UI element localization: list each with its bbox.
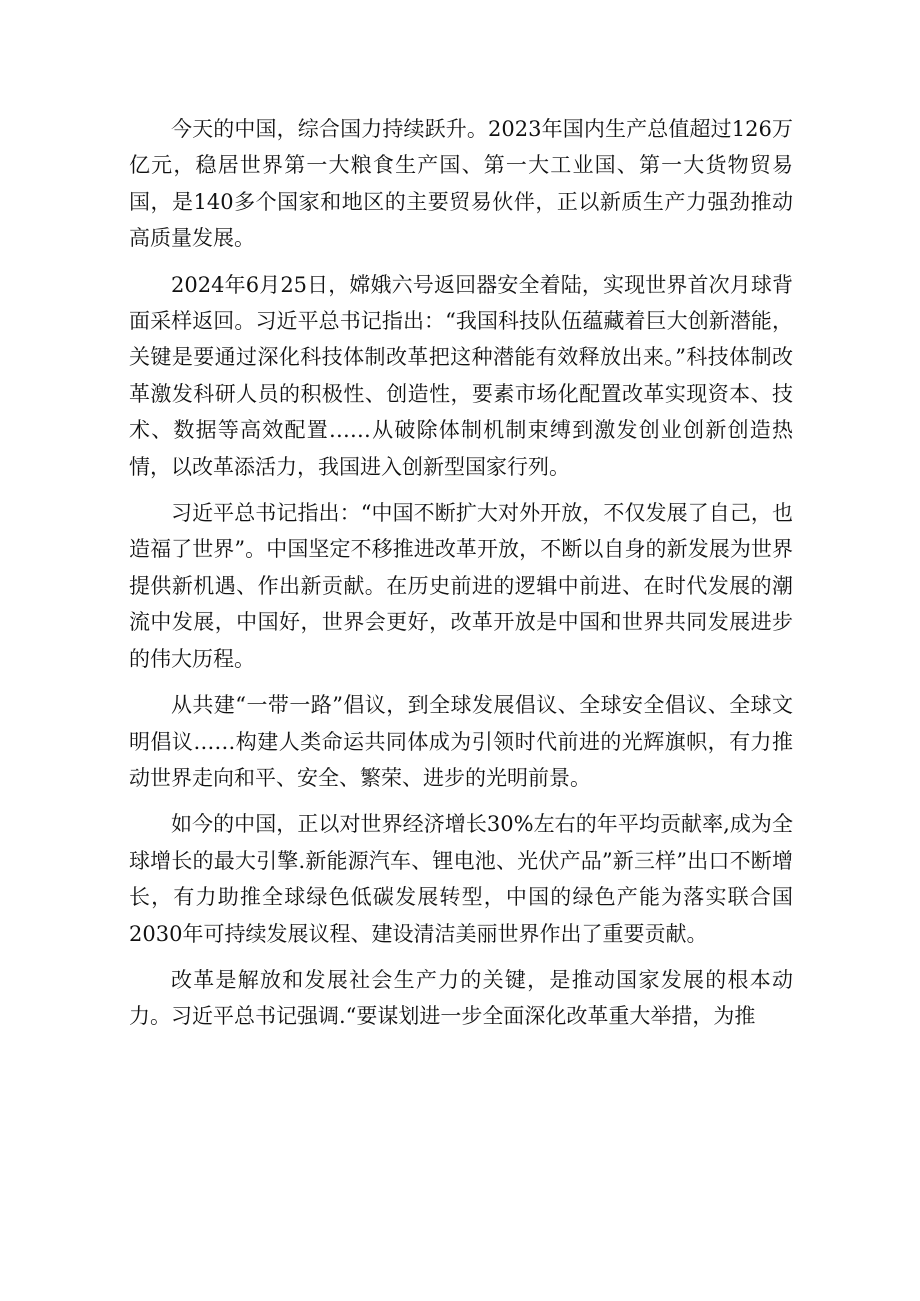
paragraph-belt-and-road: 从共建“一带一路”倡议，到全球发展倡议、全球安全倡议、全球文明倡议……构建人类命运共同体成为引领时代前进的光辉旗帜，有力推动世界走向和平、安全、繁荣、进步的光明前景。: [129, 693, 793, 790]
document-body: [129, 111, 793, 1045]
paragraph-national-strength: 今天的中国，综合国力持续跃升。2023年国内生产总值超过126万亿元，稳居世界第一大粮食生产国、第一大工业国、第一大货物贸易国，是140多个国家和地区的主要贸易伙伴，正以新质生产力强劲推动高质量发展。: [129, 117, 793, 251]
paragraph-chang-e-6-innovation: 2024年6月25日，嫦娥六号返回器安全着陆，实现世界首次月球背面采样返回。习近平总书记指出：“我国科技队伍蕴藏着巨大创新潜能，关键是要通过深化科技体制改革把这种潜能有效释放出来。”科技体制改革激发科研人员的积极性、创造性，要素市场化配置改革实现资本、技术、数据等高效配置……从破除体制机制束缚到激发创业创新创造热情，以改革添活力，我国进入创新型国家行列。: [129, 272, 793, 479]
paragraph-opening-up: 习近平总书记指出：“中国不断扩大对外开放，不仅发展了自己，也造福了世界”。中国坚定不移推进改革开放，不断以自身的新发展为世界提供新机遇、作出新贡献。在历史前进的逻辑中前进、在时代发展的潮流中发展，中国好，世界会更好，改革开放是中国和世界共同发展进步的伟大历程。: [129, 501, 793, 671]
paragraph-reform-driving-force: 改革是解放和发展社会生产力的关键，是推动国家发展的根本动力。习近平总书记强调.“要谋划进一步全面深化改革重大举措，为推: [129, 967, 793, 1029]
paragraph-global-growth-engine: 如今的中国，正以对世界经济增长30%左右的年平均贡献率,成为全球增长的最大引擎.新能源汽车、锂电池、光伏产品”新三样”出口不断增长，有力助推全球绿色低碳发展转型，中国的绿色产能为落实联合国2030年可持续发展议程、建设清洁美丽世界作出了重要贡献。: [129, 812, 793, 946]
